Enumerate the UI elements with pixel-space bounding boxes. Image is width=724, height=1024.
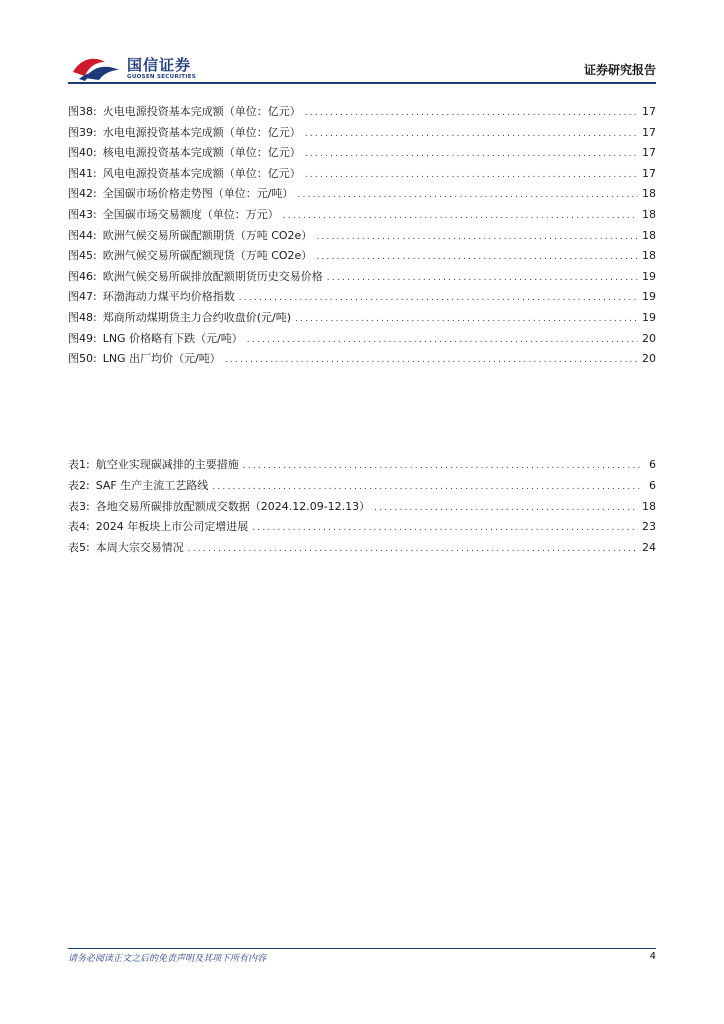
toc-dot-leader bbox=[295, 309, 638, 330]
toc-entry-label: 图40: bbox=[68, 146, 97, 160]
toc-entry[interactable] bbox=[68, 184, 656, 205]
toc-entry[interactable] bbox=[68, 329, 656, 350]
toc-entry[interactable] bbox=[68, 226, 656, 247]
toc-entry[interactable] bbox=[68, 538, 656, 559]
toc-entry-page: 17 bbox=[642, 146, 656, 160]
toc-entry-label: 表4: bbox=[68, 520, 90, 534]
toc-entry-page: 24 bbox=[642, 541, 656, 555]
footer-disclaimer: 请务必阅读正文之后的免责声明及其项下所有内容 bbox=[68, 954, 267, 964]
toc-dot-leader bbox=[188, 539, 638, 560]
toc-entry-page: 19 bbox=[642, 290, 656, 304]
toc-dot-leader bbox=[247, 330, 638, 351]
toc-entry-title: 全国碳市场交易额度（单位：万元） bbox=[102, 207, 279, 221]
toc-entry[interactable] bbox=[68, 143, 656, 164]
toc-entry-page: 17 bbox=[642, 105, 656, 118]
toc-entry-title: 欧洲气候交易所碳配额现货（万吨 CO2e） bbox=[102, 249, 313, 263]
report-type-label: 证券研究报告 bbox=[583, 63, 656, 77]
page-number: 4 bbox=[649, 951, 656, 962]
toc-entry-title: 火电电源投资基本完成额（单位：亿元） bbox=[102, 105, 301, 118]
toc-entry[interactable] bbox=[68, 267, 656, 288]
toc-entry[interactable] bbox=[68, 517, 656, 538]
toc-entry-page: 20 bbox=[642, 331, 656, 345]
toc-dot-leader bbox=[212, 477, 640, 498]
toc-dot-leader bbox=[327, 268, 638, 289]
toc-entry[interactable] bbox=[68, 476, 656, 497]
toc-entry[interactable] bbox=[68, 455, 656, 476]
toc-entry-title: 欧洲气候交易所碳配额期货（万吨 CO2e） bbox=[102, 228, 313, 242]
toc-entry-label: 图48: bbox=[68, 310, 97, 324]
toc-entry-title: 全国碳市场价格走势图（单位：元/吨） bbox=[102, 187, 294, 201]
toc-dot-leader bbox=[252, 518, 638, 539]
toc-entry-title: LNG 价格略有下跌（元/吨） bbox=[102, 331, 243, 345]
toc-entry-label: 图45: bbox=[68, 249, 97, 263]
toc-entry-label: 图44: bbox=[68, 228, 97, 242]
page-header bbox=[68, 48, 656, 84]
toc-entry-label: 图43: bbox=[68, 207, 97, 221]
toc-dot-leader bbox=[243, 456, 640, 477]
toc-entry-page: 6 bbox=[649, 458, 656, 471]
toc-entry[interactable] bbox=[68, 308, 656, 329]
toc-entry-page: 19 bbox=[642, 269, 656, 283]
toc-entry-page: 17 bbox=[642, 166, 656, 180]
toc-entry-title: 航空业实现碳减排的主要措施 bbox=[95, 458, 239, 471]
toc-entry[interactable] bbox=[68, 123, 656, 144]
toc-entry-title: SAF 生产主流工艺路线 bbox=[95, 478, 209, 492]
toc-entry[interactable] bbox=[68, 349, 656, 370]
figure-index-list bbox=[68, 102, 656, 370]
toc-entry-title: 各地交易所碳排放配额成交数据（2024.12.09-12.13） bbox=[95, 499, 371, 513]
toc-entry-title: 水电电源投资基本完成额（单位：亿元） bbox=[102, 125, 301, 139]
toc-entry-page: 6 bbox=[649, 478, 656, 492]
footer-divider bbox=[68, 948, 656, 949]
toc-entry-label: 表2: bbox=[68, 478, 90, 492]
toc-entry-page: 19 bbox=[642, 310, 656, 324]
toc-entry-title: 郑商所动煤期货主力合约收盘价(元/吨) bbox=[102, 310, 291, 324]
toc-dot-leader bbox=[305, 124, 638, 145]
toc-entry[interactable] bbox=[68, 102, 656, 123]
toc-entry-title: 核电电源投资基本完成额（单位：亿元） bbox=[102, 146, 301, 160]
guosen-logo bbox=[71, 52, 211, 84]
toc-entry-label: 图42: bbox=[68, 187, 97, 201]
toc-entry-label: 图46: bbox=[68, 269, 97, 283]
toc-entry-page: 18 bbox=[642, 249, 656, 263]
toc-entry[interactable] bbox=[68, 287, 656, 308]
toc-entry-title: 风电电源投资基本完成额（单位：亿元） bbox=[102, 166, 301, 180]
toc-entry-label: 表1: bbox=[68, 458, 90, 471]
toc-dot-leader bbox=[374, 498, 638, 519]
toc-entry-page: 20 bbox=[642, 352, 656, 366]
toc-entry[interactable] bbox=[68, 497, 656, 518]
toc-entry-title: LNG 出厂均价（元/吨） bbox=[102, 352, 221, 366]
toc-entry-label: 图38: bbox=[68, 105, 97, 118]
toc-entry-title: 欧洲气候交易所碳排放配额期货历史交易价格 bbox=[102, 269, 323, 283]
toc-entry-label: 图41: bbox=[68, 166, 97, 180]
toc-entry-page: 18 bbox=[642, 207, 656, 221]
toc-dot-leader bbox=[305, 165, 638, 186]
toc-entry-title: 环渤海动力煤平均价格指数 bbox=[102, 290, 235, 304]
toc-entry-page: 23 bbox=[642, 520, 656, 534]
table-index-list bbox=[68, 455, 656, 559]
toc-dot-leader bbox=[225, 350, 638, 371]
header-divider bbox=[68, 82, 656, 84]
toc-dot-leader bbox=[239, 288, 638, 309]
toc-dot-leader bbox=[297, 185, 638, 206]
toc-entry-label: 图50: bbox=[68, 352, 97, 366]
toc-entry-page: 17 bbox=[642, 125, 656, 139]
toc-entry[interactable] bbox=[68, 164, 656, 185]
toc-entry-label: 表3: bbox=[68, 499, 90, 513]
logo-english-name: GUOSEN SECURITIES bbox=[127, 74, 197, 80]
toc-dot-leader bbox=[305, 144, 638, 165]
logo-chinese-name: 国信证券 bbox=[127, 56, 192, 74]
toc-entry-page: 18 bbox=[642, 499, 656, 513]
toc-entry-page: 18 bbox=[642, 187, 656, 201]
toc-dot-leader bbox=[283, 206, 638, 227]
toc-dot-leader bbox=[305, 103, 638, 124]
toc-entry[interactable] bbox=[68, 246, 656, 267]
toc-entry-label: 图49: bbox=[68, 331, 97, 345]
guosen-logo-icon bbox=[71, 52, 123, 82]
toc-dot-leader bbox=[316, 247, 638, 268]
toc-entry-title: 本周大宗交易情况 bbox=[95, 541, 184, 555]
toc-entry-label: 图39: bbox=[68, 125, 97, 139]
toc-entry-title: 2024 年板块上市公司定增进展 bbox=[95, 520, 249, 534]
toc-dot-leader bbox=[316, 227, 638, 248]
toc-entry-label: 表5: bbox=[68, 541, 90, 555]
toc-entry-label: 图47: bbox=[68, 290, 97, 304]
toc-entry-page: 18 bbox=[642, 228, 656, 242]
toc-entry[interactable] bbox=[68, 205, 656, 226]
